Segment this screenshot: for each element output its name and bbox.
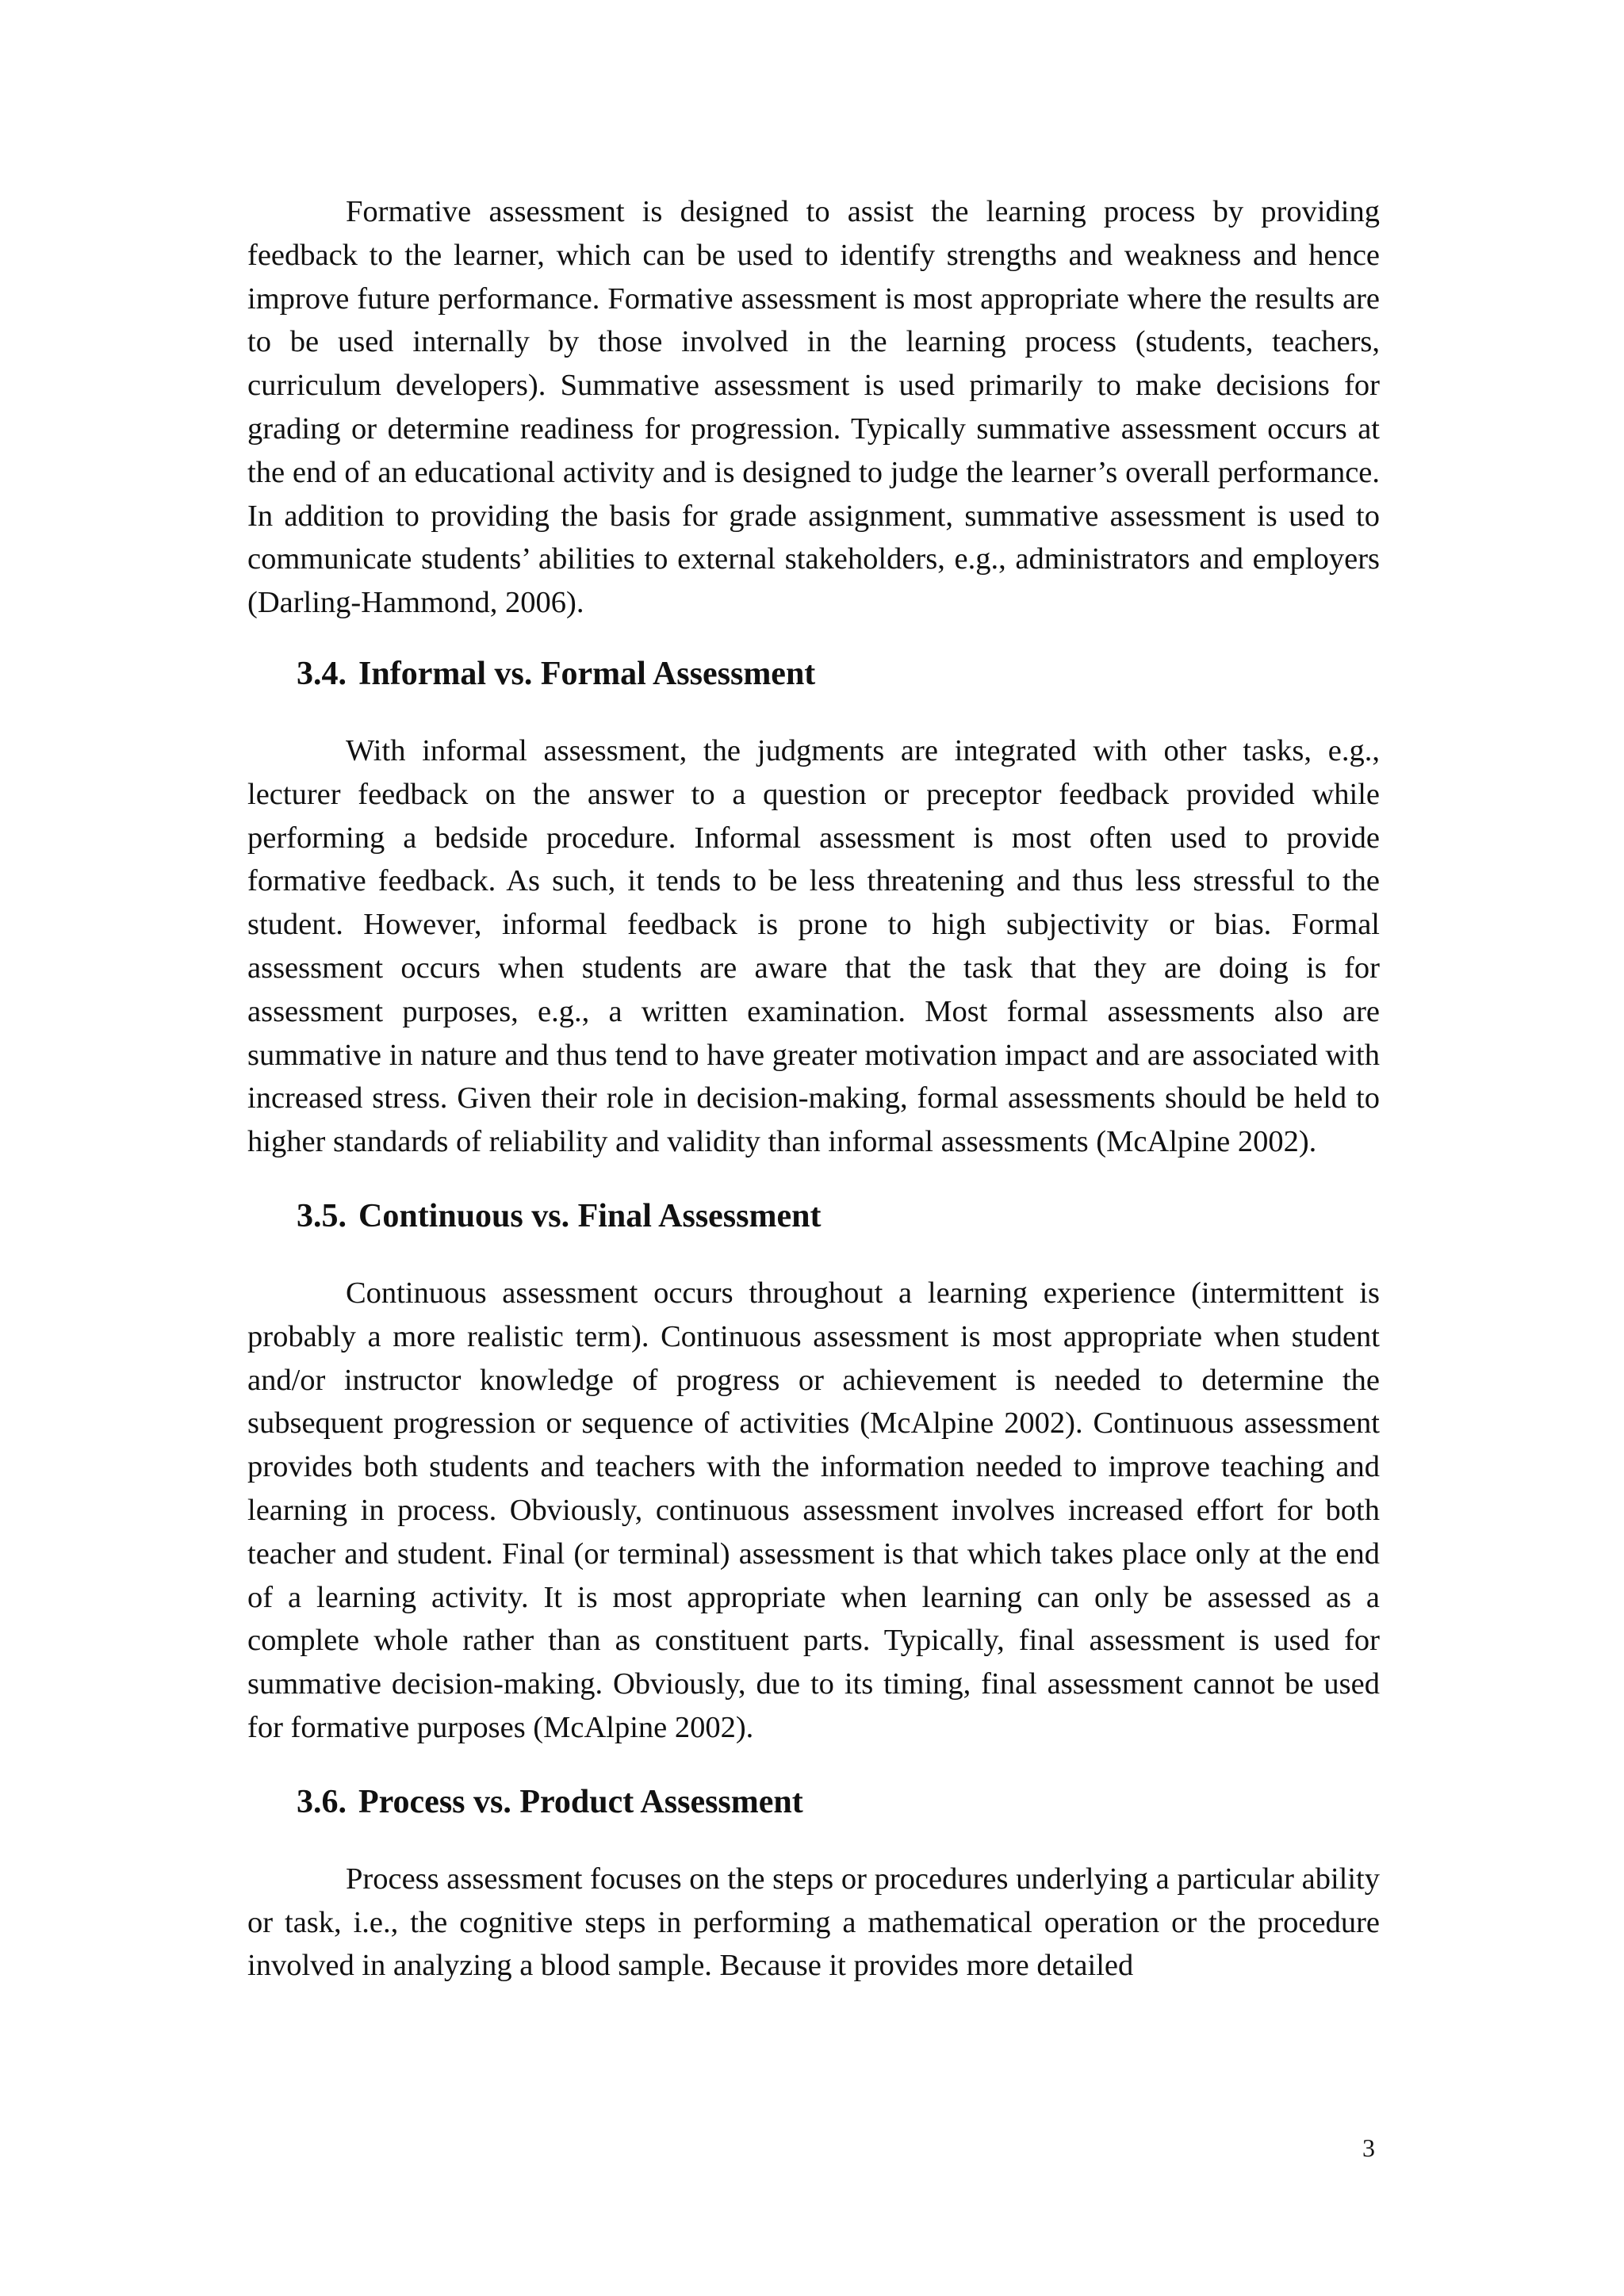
section-number: 3.6. xyxy=(297,1783,347,1820)
paragraph-formative-summative: Formative assessment is designed to assist the learning process by providing feedback to the learner, which can be used to identify strengths and weakness and hence improve future performance. Formative assessment is most appropriate where the results are to be used internally by those involved in the learning process (students, teachers, curriculum developers). Summative assessment is used primarily to make decisions for grading or determine readiness for progression. Typically summative assessment occurs at the end of an educational activity and is designed to judge the learner’s overall performance. In addition to providing the basis for grade assignment, summative assessment is used to communicate students’ abilities to external stakeholders, e.g., administrators and employers (Darling-Hammond, 2006). xyxy=(247,195,1380,620)
section-title: Informal vs. Formal Assessment xyxy=(358,655,816,692)
section-heading-3-4 xyxy=(247,652,1380,696)
paragraph-process-product: Process assessment focuses on the steps or procedures underlying a particular ability or task, i.e., the cognitive steps in performing a mathematical operation or the procedure involved in analyzing a blood sample. Because it provides more detailed xyxy=(247,1862,1380,1983)
section-number: 3.4. xyxy=(297,655,347,692)
section-title: Process vs. Product Assessment xyxy=(358,1783,803,1820)
section-title: Continuous vs. Final Assessment xyxy=(358,1197,822,1234)
section-number: 3.5. xyxy=(297,1197,347,1234)
section-heading-3-5 xyxy=(247,1194,1380,1238)
document-page xyxy=(247,190,1380,1988)
page-number: 3 xyxy=(1362,2133,1375,2162)
paragraph-informal-formal: With informal assessment, the judgments are integrated with other tasks, e.g., lecturer feedback on the answer to a question or preceptor feedback provided while performing a bedside procedure. Informal assessment is most often used to provide formative feedback. As such, it tends to be less threatening and thus less stressful to the student. However, informal feedback is prone to high subjectivity or bias. Formal assessment occurs when students are aware that the task that they are doing is for assessment purposes, e.g., a written examination. Most formal assessments also are summative in nature and thus tend to have greater motivation impact and are associated with increased stress. Given their role in decision-making, formal assessments should be held to higher standards of reliability and validity than informal assessments (McAlpine 2002). xyxy=(247,733,1380,1159)
section-heading-3-6 xyxy=(247,1780,1380,1824)
paragraph-continuous-final: Continuous assessment occurs throughout a learning experience (intermittent is probably a more realistic term). Continuous assessment is most appropriate when student and/or instructor knowledge of progress or achievement is needed to determine the subsequent progression or sequence of activities (McAlpine 2002). Continuous assessment provides both students and teachers with the information needed to improve teaching and learning in process. Obviously, continuous assessment involves increased effort for both teacher and student. Final (or terminal) assessment is that which takes place only at the end of a learning activity. It is most appropriate when learning can only be assessed as a complete whole rather than as constituent parts. Typically, final assessment is used for summative decision-making. Obviously, due to its timing, final assessment cannot be used for formative purposes (McAlpine 2002). xyxy=(247,1276,1380,1744)
